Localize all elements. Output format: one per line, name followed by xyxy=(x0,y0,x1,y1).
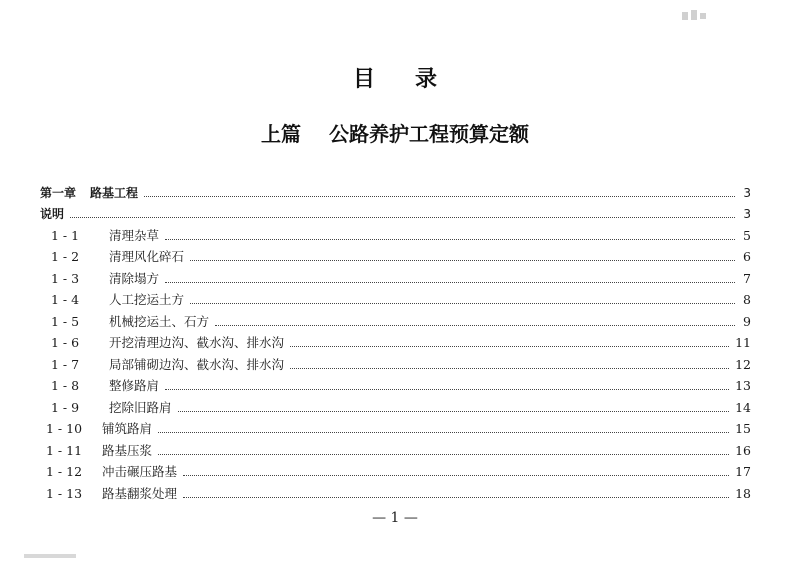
toc-row[interactable] xyxy=(46,417,751,437)
toc-row[interactable] xyxy=(51,245,751,265)
dot-leader xyxy=(183,475,729,476)
dot-leader xyxy=(144,196,735,197)
toc-number: 1 - 10 xyxy=(46,421,83,436)
toc-page-number: 8 xyxy=(743,292,751,307)
toc-label: 路基工程 xyxy=(90,186,139,200)
toc-label: 说明 xyxy=(40,207,65,221)
toc-page-number: 5 xyxy=(743,228,751,243)
scan-edge-artifact xyxy=(24,554,76,558)
section-name: 公路养护工程预算定额 xyxy=(329,122,529,146)
toc-page-number: 15 xyxy=(735,421,751,436)
toc-row[interactable] xyxy=(46,482,751,502)
section-part: 上篇 xyxy=(261,122,301,146)
page-title xyxy=(0,62,790,93)
toc-label: 局部铺砌边沟、截水沟、排水沟 xyxy=(109,357,285,372)
toc-row-chapter[interactable] xyxy=(40,181,751,201)
toc-number: 1 - 11 xyxy=(46,443,83,458)
toc-number: 1 - 9 xyxy=(51,400,80,415)
toc-label: 清理风化碎石 xyxy=(109,249,185,264)
dot-leader xyxy=(190,303,735,304)
toc-row[interactable] xyxy=(51,331,751,351)
toc-number: 1 - 5 xyxy=(51,314,80,329)
toc-row-explanation[interactable] xyxy=(40,202,751,222)
dot-leader xyxy=(290,346,729,347)
toc-row[interactable] xyxy=(51,267,751,287)
toc-number: 1 - 12 xyxy=(46,464,83,479)
toc-number: 1 - 8 xyxy=(51,378,80,393)
toc-label: 清理杂草 xyxy=(109,228,160,243)
toc-number: 1 - 1 xyxy=(51,228,80,243)
toc-page-number: 11 xyxy=(735,335,751,350)
toc-number: 1 - 2 xyxy=(51,249,80,264)
dot-leader xyxy=(215,325,735,326)
toc-page-number: 6 xyxy=(743,249,751,264)
toc-row[interactable] xyxy=(46,439,751,459)
title-char: 录 xyxy=(415,67,438,92)
toc-label: 人工挖运土方 xyxy=(109,292,185,307)
dot-leader xyxy=(165,239,735,240)
toc-row[interactable] xyxy=(51,224,751,244)
toc-page-number: 9 xyxy=(743,314,751,329)
toc-row[interactable] xyxy=(51,353,751,373)
toc-number: 1 - 6 xyxy=(51,335,80,350)
toc-label: 机械挖运土、石方 xyxy=(109,314,210,329)
dot-leader xyxy=(290,368,729,369)
section-title xyxy=(0,118,790,147)
toc-page-number: 14 xyxy=(735,400,751,415)
toc-page-number: 12 xyxy=(735,357,751,372)
toc-number: 第一章 xyxy=(40,186,77,200)
scan-artifact-mark xyxy=(682,10,708,24)
toc-page-number: 7 xyxy=(743,271,751,286)
dot-leader xyxy=(158,432,729,433)
toc-page-number: 3 xyxy=(743,207,751,221)
toc-label: 开挖清理边沟、截水沟、排水沟 xyxy=(109,335,285,350)
dot-leader xyxy=(178,411,730,412)
toc-page-number: 18 xyxy=(735,486,751,501)
toc-label: 铺筑路肩 xyxy=(102,421,153,436)
dot-leader xyxy=(190,260,735,261)
toc-number: 1 - 7 xyxy=(51,357,80,372)
toc-row[interactable] xyxy=(51,288,751,308)
toc-page-number: 16 xyxy=(735,443,751,458)
toc-row[interactable] xyxy=(46,460,751,480)
toc-page-number: 17 xyxy=(735,464,751,479)
dot-leader xyxy=(183,497,729,498)
toc-row[interactable] xyxy=(51,374,751,394)
toc-label: 路基压浆 xyxy=(102,443,153,458)
toc-number: 1 - 4 xyxy=(51,292,80,307)
page-footer: — 1 — xyxy=(372,510,418,526)
title-char: 目 xyxy=(352,67,375,92)
toc-number: 1 - 3 xyxy=(51,271,80,286)
toc-label: 冲击碾压路基 xyxy=(102,464,178,479)
dot-leader xyxy=(165,282,735,283)
toc-label: 整修路肩 xyxy=(109,378,160,393)
toc-label: 路基翻浆处理 xyxy=(102,486,178,501)
dot-leader xyxy=(165,389,729,390)
toc-number: 1 - 13 xyxy=(46,486,83,501)
dot-leader xyxy=(158,454,729,455)
toc-label: 挖除旧路肩 xyxy=(109,400,172,415)
dot-leader xyxy=(70,217,735,218)
toc-page-number: 13 xyxy=(735,378,751,393)
toc-label: 清除塌方 xyxy=(109,271,160,286)
toc-page-number: 3 xyxy=(743,186,751,200)
toc-row[interactable] xyxy=(51,310,751,330)
toc-row[interactable] xyxy=(51,396,751,416)
